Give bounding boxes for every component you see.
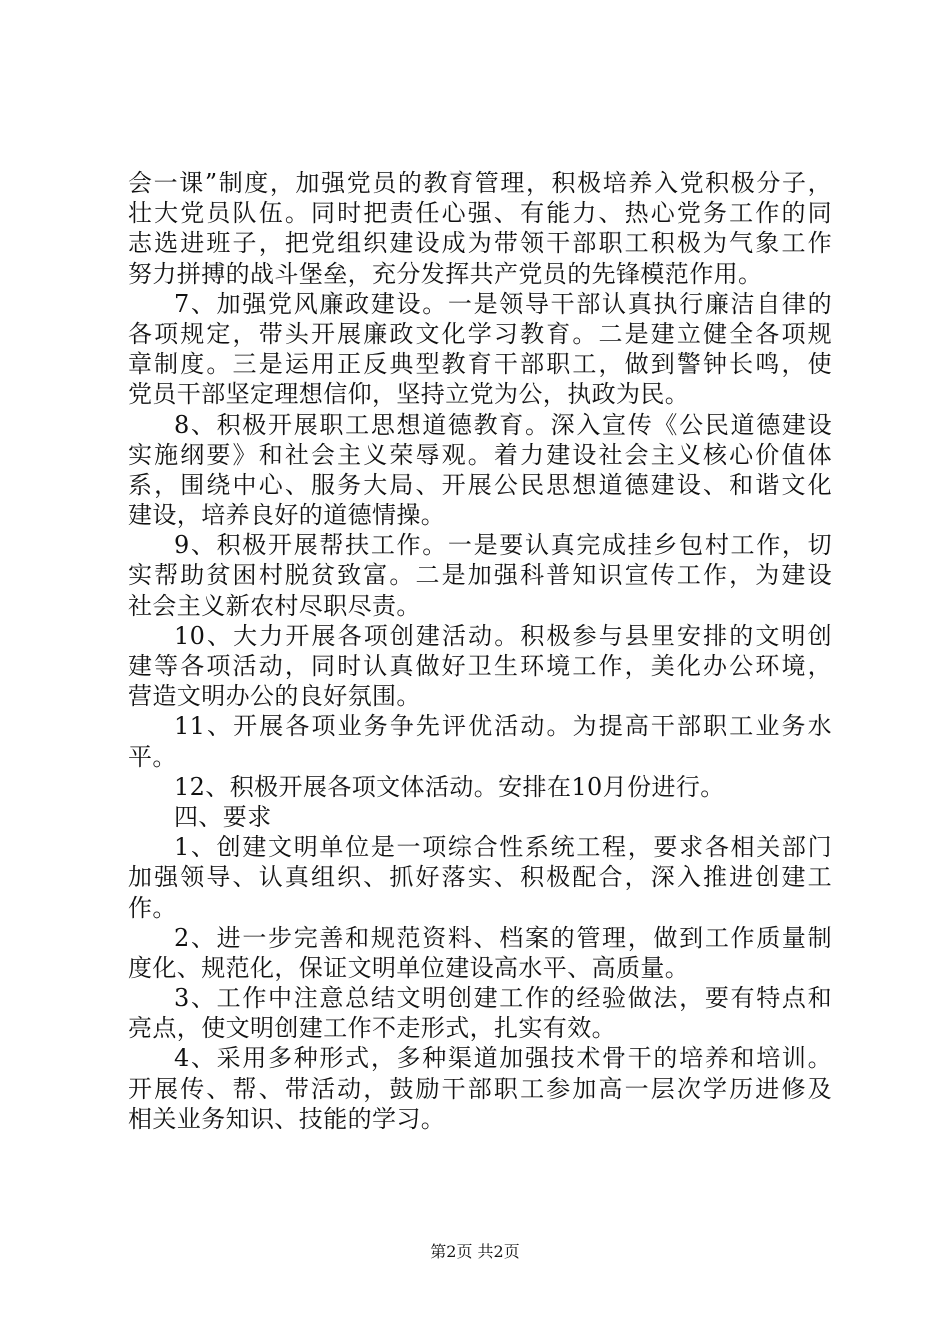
text-line: 11、开展各项业务争先评优活动。为提高干部职工业务水: [174, 712, 832, 741]
text-line: 党员干部坚定理想信仰，坚持立党为公，执政为民。: [128, 380, 690, 409]
text-line: 实施纲要》和社会主义荣辱观。着力建设社会主义核心价值体: [128, 440, 832, 469]
text-line: 营造文明办公的良好氛围。: [128, 682, 421, 711]
text-line: 3、工作中注意总结文明创建工作的经验做法，要有特点和: [174, 984, 832, 1013]
text-line: 2、进一步完善和规范资料、档案的管理，做到工作质量制: [174, 923, 832, 952]
text-line: 开展传、帮、带活动，鼓励干部职工参加高一层次学历进修及: [128, 1074, 832, 1103]
text-line: 实帮助贫困村脱贫致富。二是加强科普知识宣传工作，为建设: [128, 561, 832, 590]
text-line: 1、创建文明单位是一项综合性系统工程，要求各相关部门: [174, 833, 832, 862]
text-line: 社会主义新农村尽职尽责。: [128, 591, 421, 620]
text-line: 加强领导、认真组织、抓好落实、积极配合，深入推进创建工: [128, 863, 832, 892]
text-line: 4、采用多种形式，多种渠道加强技术骨干的培养和培训。: [174, 1044, 832, 1073]
text-line: 章制度。三是运用正反典型教育干部职工，做到警钟长鸣，使: [128, 350, 832, 379]
text-line: 各项规定，带头开展廉政文化学习教育。二是建立健全各项规: [128, 319, 832, 348]
text-line: 平。: [128, 742, 177, 771]
text-line: 7、加强党风廉政建设。一是领导干部认真执行廉洁自律的: [174, 289, 832, 318]
text-line: 8、积极开展职工思想道德教育。深入宣传《公民道德建设: [174, 410, 832, 439]
text-line: 建等各项活动，同时认真做好卫生环境工作，美化办公环境，: [128, 652, 832, 680]
text-line: 系，围绕中心、服务大局、开展公民思想道德建设、和谐文化: [128, 470, 832, 499]
document-body: [128, 168, 832, 1134]
text-line: 10、大力开展各项创建活动。积极参与县里安排的文明创: [174, 621, 832, 650]
text-line: 亮点，使文明创建工作不走形式，扎实有效。: [128, 1014, 616, 1043]
text-line: 12、积极开展各项文体活动。安排在10月份进行。: [174, 772, 725, 801]
page-number: 第2页 共2页: [430, 1242, 520, 1261]
text-line: 努力拼搏的战斗堡垒，充分发挥共产党员的先锋模范作用。: [128, 259, 763, 288]
section-heading: 四、要求: [174, 802, 272, 831]
text-line: 会一课”制度，加强党员的教育管理，积极培养入党积极分子，: [128, 169, 832, 197]
text-line: 建设，培养良好的道德情操。: [128, 501, 446, 530]
text-line: 度化、规范化，保证文明单位建设高水平、高质量。: [128, 953, 690, 982]
text-line: 壮大党员队伍。同时把责任心强、有能力、热心党务工作的同: [128, 199, 832, 228]
text-line: 作。: [128, 893, 177, 922]
text-line: 9、积极开展帮扶工作。一是要认真完成挂乡包村工作，切: [174, 531, 832, 560]
text-line: 相关业务知识、技能的学习。: [128, 1104, 446, 1133]
text-line: 志选进班子，把党组织建设成为带领干部职工积极为气象工作: [128, 229, 832, 258]
